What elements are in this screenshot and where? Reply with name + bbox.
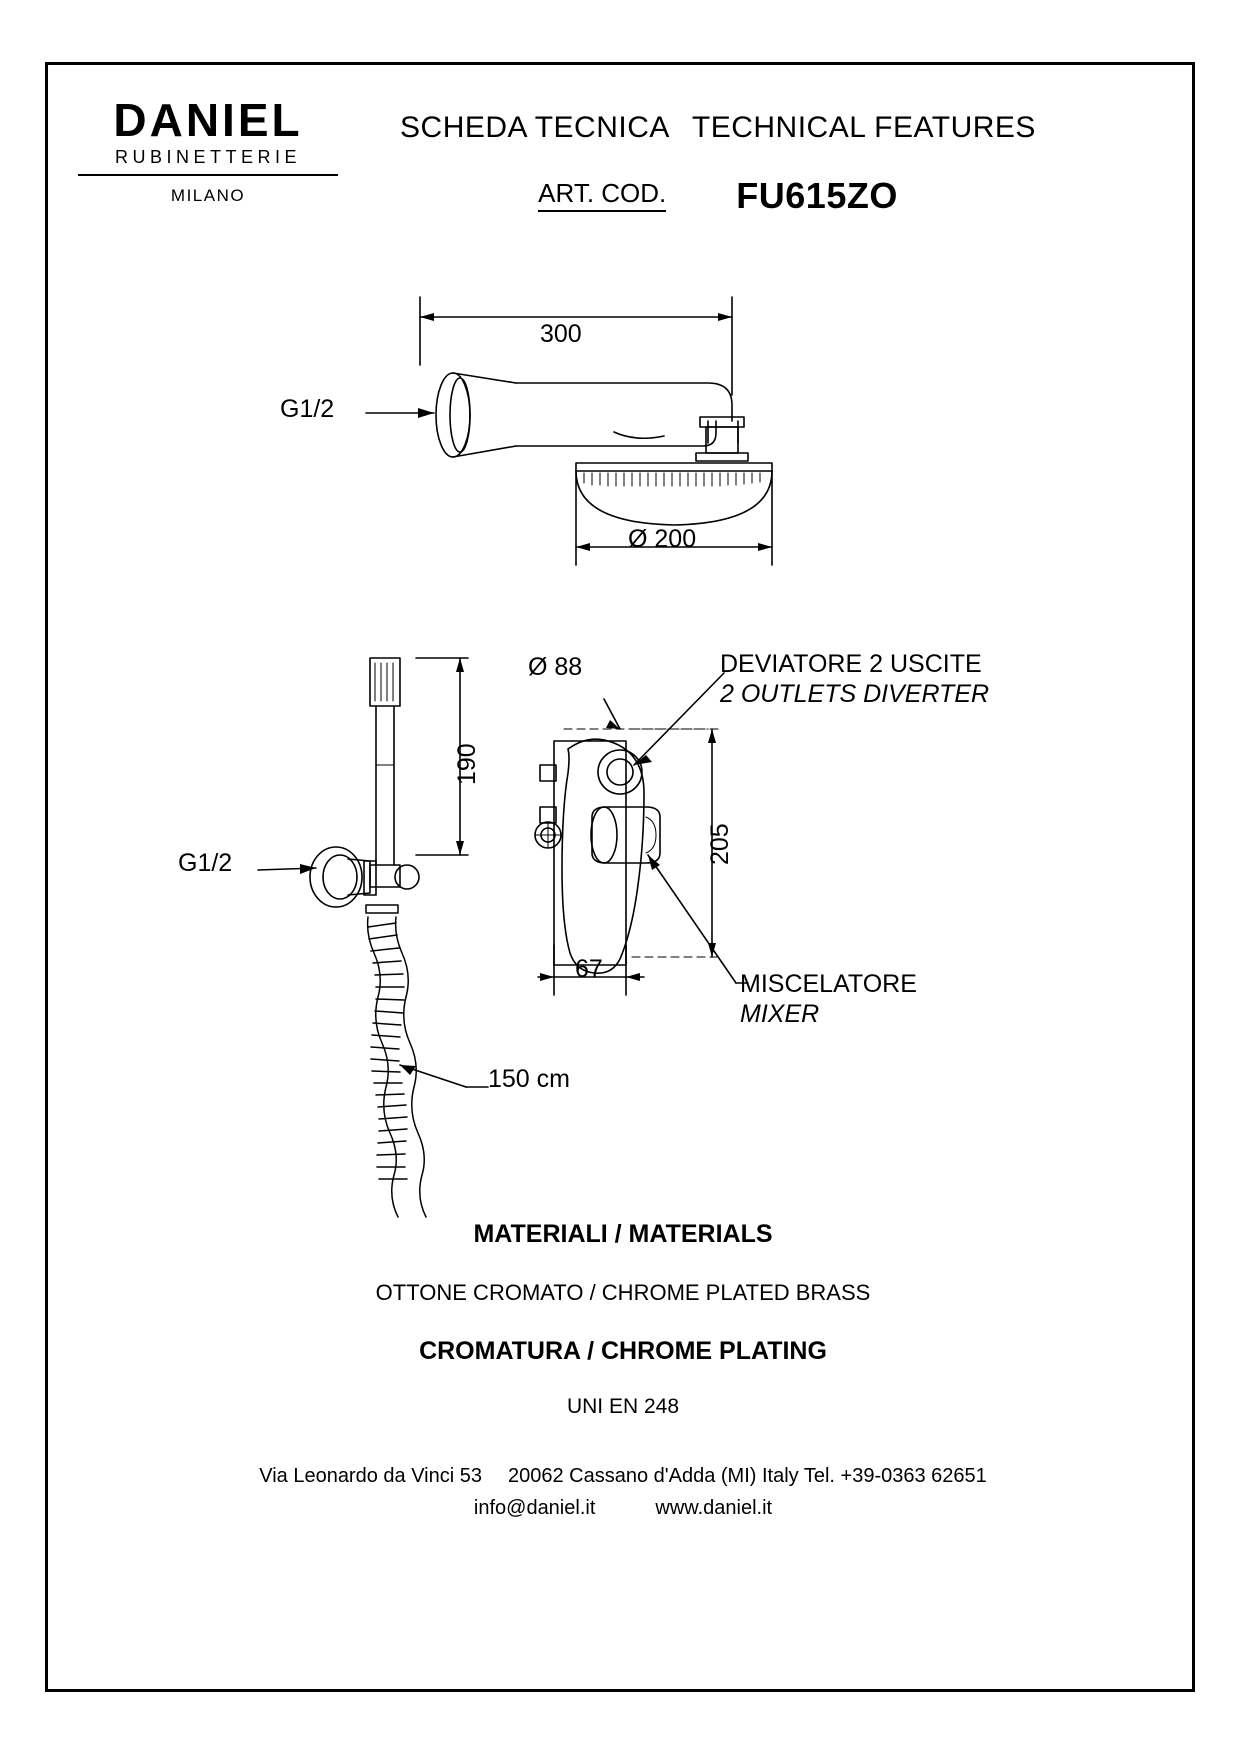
article-code-row [348, 175, 1088, 217]
article-code-label: ART. COD. [538, 178, 666, 212]
logo-city: MILANO [170, 186, 246, 205]
address-city: 20062 Cassano d'Adda (MI) Italy Tel. +39-0363 62651 [508, 1465, 987, 1487]
sheet-title [348, 111, 1088, 145]
sheet-title-en: TECHNICAL FEATURES [691, 111, 1036, 144]
sheet-title-it: SCHEDA TECNICA [400, 111, 670, 144]
company-address [48, 1465, 1198, 1488]
logo-name: DANIEL [113, 94, 303, 146]
email-link[interactable]: info@daniel.it [473, 1497, 596, 1519]
materials-value: OTTONE CROMATO / CHROME PLATED BRASS [375, 1280, 871, 1305]
plating-value: UNI EN 248 [566, 1395, 680, 1418]
label-inlet-top: G1/2 [280, 395, 335, 423]
materials-title: MATERIALI / MATERIALS [473, 1220, 773, 1248]
dim-hose-length: 150 cm [488, 1065, 570, 1093]
plating-title: CROMATURA / CHROME PLATING [419, 1337, 827, 1365]
label-inlet-bottom: G1/2 [178, 849, 233, 877]
logo-subtitle: RUBINETTERIE [78, 147, 338, 176]
callout-mixer-en: MIXER [740, 1000, 820, 1028]
dim-mixer-diameter: Ø 88 [528, 653, 583, 681]
technical-datasheet [45, 62, 1195, 1692]
product-drawings [48, 65, 1198, 1695]
address-street: Via Leonardo da Vinci 53 [259, 1465, 482, 1487]
dim-handset-height: 190 [453, 743, 481, 785]
callout-diverter-en: 2 OUTLETS DIVERTER [720, 680, 990, 708]
article-code-value: FU615ZO [736, 175, 898, 216]
callout-mixer-it: MISCELATORE [740, 970, 917, 998]
dim-head-diameter: Ø 200 [628, 525, 697, 553]
dim-mixer-height: 205 [706, 823, 734, 865]
website-link[interactable]: www.daniel.it [655, 1497, 773, 1519]
callout-diverter-it: DEVIATORE 2 USCITE [720, 650, 982, 678]
dim-mixer-depth: 67 [575, 955, 603, 983]
company-contact [48, 1497, 1198, 1520]
brand-logo [78, 94, 338, 206]
dim-arm-length: 300 [540, 320, 582, 348]
